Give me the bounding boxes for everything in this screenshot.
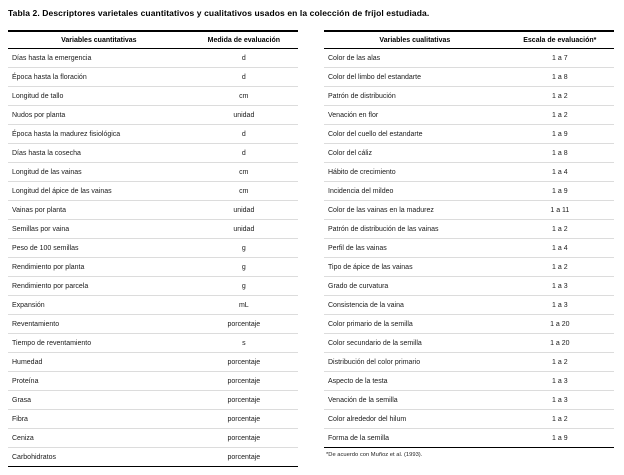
value-cell: porcentaje xyxy=(190,372,298,391)
table-row xyxy=(324,49,614,68)
qualitative-variables-header: Variables cualitativas xyxy=(324,31,506,49)
variable-label: Ceniza xyxy=(8,429,190,448)
value-cell: g xyxy=(190,239,298,258)
variable-label: Grasa xyxy=(8,391,190,410)
table-row xyxy=(324,258,614,277)
value-cell: cm xyxy=(190,87,298,106)
table-row xyxy=(8,87,298,106)
table-row xyxy=(8,296,298,315)
variable-label: Incidencia del mildeo xyxy=(324,182,506,201)
value-cell: 1 a 9 xyxy=(506,125,614,144)
value-cell: s xyxy=(190,334,298,353)
value-cell: 1 a 3 xyxy=(506,391,614,410)
table-row xyxy=(8,448,298,467)
value-cell: cm xyxy=(190,163,298,182)
table-caption: Tabla 2. Descriptores varietales cuantitativos y cualitativos usados en la colección de fríjol estudiada. xyxy=(8,8,430,18)
qualitative-column xyxy=(324,30,614,458)
variable-label: Carbohidratos xyxy=(8,448,190,467)
variable-label: Nudos por planta xyxy=(8,106,190,125)
value-cell: 1 a 20 xyxy=(506,334,614,353)
table-row xyxy=(324,144,614,163)
value-cell: 1 a 2 xyxy=(506,410,614,429)
table-row xyxy=(8,106,298,125)
value-cell: 1 a 20 xyxy=(506,315,614,334)
table-row xyxy=(8,391,298,410)
qualitative-table xyxy=(324,30,614,448)
variable-label: Color primario de la semilla xyxy=(324,315,506,334)
variable-label: Grado de curvatura xyxy=(324,277,506,296)
measure-header: Medida de evaluación xyxy=(190,31,298,49)
value-cell: 1 a 9 xyxy=(506,182,614,201)
table-row xyxy=(324,106,614,125)
variable-label: Color alrededor del hilum xyxy=(324,410,506,429)
variable-label: Tipo de ápice de las vainas xyxy=(324,258,506,277)
variable-label: Longitud del ápice de las vainas xyxy=(8,182,190,201)
value-cell: 1 a 2 xyxy=(506,220,614,239)
value-cell: cm xyxy=(190,182,298,201)
table-row xyxy=(8,201,298,220)
qualitative-table-head xyxy=(324,31,614,49)
variable-label: Hábito de crecimiento xyxy=(324,163,506,182)
quantitative-table xyxy=(8,30,298,467)
value-cell: 1 a 2 xyxy=(506,106,614,125)
variable-label: Patrón de distribución de las vainas xyxy=(324,220,506,239)
value-cell: unidad xyxy=(190,201,298,220)
table-row xyxy=(324,220,614,239)
variable-label: Rendimiento por parcela xyxy=(8,277,190,296)
table-row xyxy=(8,220,298,239)
table-row xyxy=(324,68,614,87)
table-row xyxy=(324,429,614,448)
variable-label: Expansión xyxy=(8,296,190,315)
variable-label: Vainas por planta xyxy=(8,201,190,220)
table-row xyxy=(8,239,298,258)
variable-label: Color secundario de la semilla xyxy=(324,334,506,353)
quantitative-table-body xyxy=(8,49,298,467)
header-row xyxy=(324,31,614,49)
variable-label: Humedad xyxy=(8,353,190,372)
table-row xyxy=(8,277,298,296)
table-row xyxy=(8,163,298,182)
value-cell: d xyxy=(190,125,298,144)
table-row xyxy=(8,68,298,87)
variable-label: Venación de la semilla xyxy=(324,391,506,410)
table-row xyxy=(8,429,298,448)
variable-label: Época hasta la madurez fisiológica xyxy=(8,125,190,144)
variable-label: Color de las alas xyxy=(324,49,506,68)
table-row xyxy=(324,277,614,296)
value-cell: porcentaje xyxy=(190,448,298,467)
variable-label: Color del cuello del estandarte xyxy=(324,125,506,144)
header-row xyxy=(8,31,298,49)
table-row xyxy=(8,410,298,429)
table-row xyxy=(324,315,614,334)
value-cell: d xyxy=(190,49,298,68)
variable-label: Longitud de tallo xyxy=(8,87,190,106)
table-row xyxy=(324,391,614,410)
value-cell: 1 a 3 xyxy=(506,296,614,315)
value-cell: unidad xyxy=(190,106,298,125)
variable-label: Color del cáliz xyxy=(324,144,506,163)
variable-label: Distribución del color primario xyxy=(324,353,506,372)
value-cell: d xyxy=(190,68,298,87)
value-cell: porcentaje xyxy=(190,429,298,448)
quantitative-table-head xyxy=(8,31,298,49)
variable-label: Días hasta la emergencia xyxy=(8,49,190,68)
value-cell: porcentaje xyxy=(190,410,298,429)
value-cell: 1 a 3 xyxy=(506,372,614,391)
table-row xyxy=(324,353,614,372)
value-cell: 1 a 4 xyxy=(506,239,614,258)
table-row xyxy=(8,125,298,144)
variable-label: Rendimiento por planta xyxy=(8,258,190,277)
table-row xyxy=(324,182,614,201)
value-cell: g xyxy=(190,258,298,277)
table-row xyxy=(324,87,614,106)
table-row xyxy=(324,372,614,391)
variable-label: Reventamiento xyxy=(8,315,190,334)
value-cell: 1 a 11 xyxy=(506,201,614,220)
table-row xyxy=(324,201,614,220)
table-row xyxy=(8,182,298,201)
variable-label: Semillas por vaina xyxy=(8,220,190,239)
table-row xyxy=(8,258,298,277)
value-cell: unidad xyxy=(190,220,298,239)
variable-label: Aspecto de la testa xyxy=(324,372,506,391)
variable-label: Patrón de distribución xyxy=(324,87,506,106)
quantitative-column xyxy=(8,30,298,467)
value-cell: porcentaje xyxy=(190,391,298,410)
table-row xyxy=(324,410,614,429)
variable-label: Días hasta la cosecha xyxy=(8,144,190,163)
table-row xyxy=(324,163,614,182)
value-cell: 1 a 2 xyxy=(506,87,614,106)
variable-label: Forma de la semilla xyxy=(324,429,506,448)
table-row xyxy=(324,334,614,353)
variable-label: Época hasta la floración xyxy=(8,68,190,87)
table-row xyxy=(8,334,298,353)
table-row xyxy=(324,296,614,315)
value-cell: g xyxy=(190,277,298,296)
value-cell: 1 a 4 xyxy=(506,163,614,182)
value-cell: 1 a 2 xyxy=(506,258,614,277)
value-cell: porcentaje xyxy=(190,315,298,334)
variable-label: Color de las vainas en la madurez xyxy=(324,201,506,220)
table-row xyxy=(324,125,614,144)
value-cell: d xyxy=(190,144,298,163)
variable-label: Perfil de las vainas xyxy=(324,239,506,258)
value-cell: 1 a 8 xyxy=(506,144,614,163)
table-row xyxy=(8,315,298,334)
quantitative-variables-header: Variables cuantitativas xyxy=(8,31,190,49)
tables-container xyxy=(8,30,614,467)
value-cell: porcentaje xyxy=(190,353,298,372)
table-row xyxy=(8,144,298,163)
variable-label: Longitud de las vainas xyxy=(8,163,190,182)
value-cell: 1 a 3 xyxy=(506,277,614,296)
variable-label: Peso de 100 semillas xyxy=(8,239,190,258)
value-cell: mL xyxy=(190,296,298,315)
scale-header: Escala de evaluación* xyxy=(506,31,614,49)
variable-label: Consistencia de la vaina xyxy=(324,296,506,315)
value-cell: 1 a 8 xyxy=(506,68,614,87)
value-cell: 1 a 7 xyxy=(506,49,614,68)
variable-label: Fibra xyxy=(8,410,190,429)
table-row xyxy=(324,239,614,258)
table-row xyxy=(8,49,298,68)
value-cell: 1 a 9 xyxy=(506,429,614,448)
value-cell: 1 a 2 xyxy=(506,353,614,372)
table-footnote: *De acuerdo con Muñoz et al. (1993). xyxy=(326,452,423,458)
variable-label: Color del limbo del estandarte xyxy=(324,68,506,87)
table-row xyxy=(8,353,298,372)
qualitative-table-body xyxy=(324,49,614,448)
variable-label: Tiempo de reventamiento xyxy=(8,334,190,353)
variable-label: Venación en flor xyxy=(324,106,506,125)
table-row xyxy=(8,372,298,391)
variable-label: Proteína xyxy=(8,372,190,391)
